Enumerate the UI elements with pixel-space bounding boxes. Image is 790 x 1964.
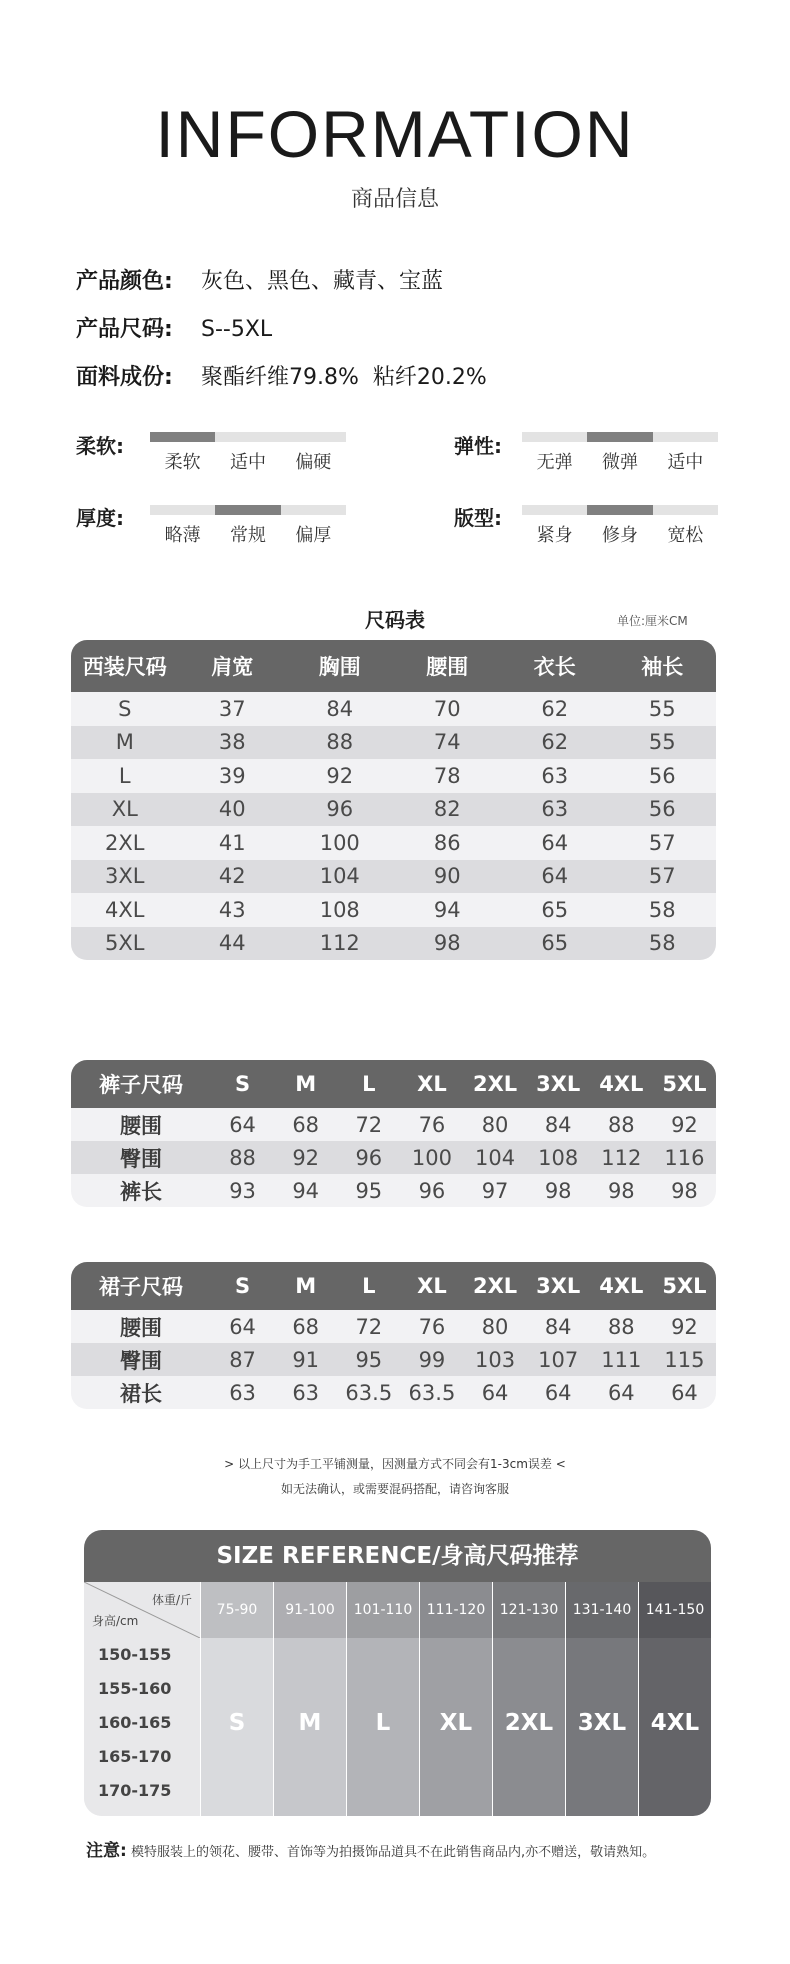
size-chart-title: 尺码表 bbox=[365, 608, 425, 632]
skirt-size-table bbox=[71, 1262, 716, 1409]
table-cell: 55 bbox=[609, 692, 717, 726]
table-row bbox=[71, 692, 716, 726]
table-cell: 57 bbox=[609, 860, 717, 894]
table-cell: 70 bbox=[394, 692, 502, 726]
row-label-cell: S bbox=[71, 692, 179, 726]
info-label: 产品尺码: bbox=[76, 317, 173, 342]
table-header: 5XL bbox=[653, 1060, 716, 1108]
table-cell: 55 bbox=[609, 726, 717, 760]
table-cell: 72 bbox=[337, 1108, 400, 1141]
table-cell: 56 bbox=[609, 759, 717, 793]
table-cell: 37 bbox=[179, 692, 287, 726]
table-cell: 95 bbox=[337, 1174, 400, 1207]
table-cell: 112 bbox=[590, 1141, 653, 1174]
table-header: S bbox=[211, 1262, 274, 1310]
elasticity-label: 弹性: bbox=[454, 434, 502, 458]
scale-option: 修身 bbox=[601, 525, 638, 546]
reference-column bbox=[200, 1582, 273, 1816]
reference-column bbox=[492, 1582, 565, 1816]
table-row bbox=[71, 759, 716, 793]
table-cell: 63.5 bbox=[400, 1376, 463, 1409]
table-cell: 42 bbox=[179, 860, 287, 894]
table-cell: 41 bbox=[179, 826, 287, 860]
info-value: 灰色、黑色、藏青、宝蓝 bbox=[201, 269, 444, 294]
table-cell: 107 bbox=[527, 1343, 590, 1376]
table-cell: 65 bbox=[501, 927, 609, 961]
page-title: INFORMATION bbox=[155, 97, 635, 171]
elasticity-scale bbox=[522, 432, 718, 474]
row-label-cell: 3XL bbox=[71, 860, 179, 894]
suit-table-body bbox=[71, 692, 716, 960]
table-cell: 56 bbox=[609, 793, 717, 827]
table-cell: 84 bbox=[286, 692, 394, 726]
table-cell: 39 bbox=[179, 759, 287, 793]
weight-axis-label: 体重/斤 bbox=[151, 1593, 192, 1607]
scale-option: 略薄 bbox=[164, 525, 201, 546]
table-cell: 92 bbox=[653, 1310, 716, 1343]
table-header: L bbox=[337, 1060, 400, 1108]
table-cell: 93 bbox=[211, 1174, 274, 1207]
table-header: M bbox=[274, 1262, 337, 1310]
table-header: XL bbox=[400, 1262, 463, 1310]
table-cell: 82 bbox=[394, 793, 502, 827]
table-cell: 65 bbox=[501, 893, 609, 927]
table-cell: 92 bbox=[274, 1141, 337, 1174]
table-cell: 112 bbox=[286, 927, 394, 961]
scale-option: 适中 bbox=[229, 452, 266, 473]
table-cell: 68 bbox=[274, 1108, 337, 1141]
scale-option: 偏硬 bbox=[295, 452, 332, 473]
softness-scale bbox=[150, 432, 346, 474]
row-label-cell: 2XL bbox=[71, 826, 179, 860]
scale-option: 偏厚 bbox=[295, 525, 332, 546]
table-cell: 63 bbox=[501, 759, 609, 793]
table-row bbox=[71, 793, 716, 827]
table-header: 腰围 bbox=[394, 640, 502, 692]
reference-column bbox=[419, 1582, 492, 1816]
table-cell: 108 bbox=[527, 1141, 590, 1174]
unit-label: 单位:厘米CM bbox=[617, 614, 688, 628]
table-header: 胸围 bbox=[286, 640, 394, 692]
table-cell: 88 bbox=[590, 1108, 653, 1141]
table-cell: 99 bbox=[400, 1343, 463, 1376]
scale-option: 适中 bbox=[667, 452, 704, 473]
pants-table-body bbox=[71, 1108, 716, 1207]
table-row bbox=[71, 1174, 716, 1207]
thickness-scale bbox=[150, 505, 346, 547]
height-range: 165-170 bbox=[98, 1747, 172, 1766]
recommended-size: 3XL bbox=[577, 1710, 627, 1736]
weight-range: 131-140 bbox=[566, 1582, 638, 1638]
reference-corner-cell bbox=[84, 1582, 200, 1638]
table-cell: 97 bbox=[464, 1174, 527, 1207]
table-cell: 94 bbox=[274, 1174, 337, 1207]
fit-scale bbox=[522, 505, 718, 547]
table-cell: 88 bbox=[590, 1310, 653, 1343]
table-row bbox=[71, 860, 716, 894]
row-label-cell: 4XL bbox=[71, 893, 179, 927]
table-row bbox=[71, 1376, 716, 1409]
table-header: 3XL bbox=[527, 1262, 590, 1310]
table-header: 裙子尺码 bbox=[71, 1262, 211, 1310]
reference-column bbox=[638, 1582, 711, 1816]
scale-indicator bbox=[587, 505, 652, 515]
table-cell: 63 bbox=[211, 1376, 274, 1409]
size-reference-title: SIZE REFERENCE/身高尺码推荐 bbox=[84, 1530, 711, 1582]
table-cell: 64 bbox=[653, 1376, 716, 1409]
weight-range: 91-100 bbox=[274, 1582, 346, 1638]
table-cell: 84 bbox=[527, 1108, 590, 1141]
table-cell: 63.5 bbox=[337, 1376, 400, 1409]
table-cell: 100 bbox=[400, 1141, 463, 1174]
table-cell: 57 bbox=[609, 826, 717, 860]
table-header: S bbox=[211, 1060, 274, 1108]
pants-size-table bbox=[71, 1060, 716, 1207]
table-cell: 98 bbox=[527, 1174, 590, 1207]
height-range: 160-165 bbox=[98, 1713, 172, 1732]
table-cell: 90 bbox=[394, 860, 502, 894]
row-label-cell: 5XL bbox=[71, 927, 179, 961]
table-cell: 58 bbox=[609, 893, 717, 927]
height-list bbox=[84, 1638, 200, 1816]
table-cell: 94 bbox=[394, 893, 502, 927]
table-header: 西装尺码 bbox=[71, 640, 179, 692]
table-cell: 63 bbox=[274, 1376, 337, 1409]
table-cell: 72 bbox=[337, 1310, 400, 1343]
skirt-table-body bbox=[71, 1310, 716, 1409]
weight-range: 111-120 bbox=[420, 1582, 492, 1638]
row-label-cell: XL bbox=[71, 793, 179, 827]
table-cell: 80 bbox=[464, 1108, 527, 1141]
table-header: M bbox=[274, 1060, 337, 1108]
row-label-cell: 腰围 bbox=[71, 1108, 211, 1141]
measurement-note: > 以上尺寸为手工平铺测量，因测量方式不同会有1-3cm误差 < bbox=[224, 1457, 566, 1471]
table-row bbox=[71, 726, 716, 760]
scale-option: 常规 bbox=[229, 525, 266, 546]
table-cell: 80 bbox=[464, 1310, 527, 1343]
table-cell: 100 bbox=[286, 826, 394, 860]
scale-option: 柔软 bbox=[164, 452, 201, 473]
table-cell: 108 bbox=[286, 893, 394, 927]
table-cell: 91 bbox=[274, 1343, 337, 1376]
weight-range: 121-130 bbox=[493, 1582, 565, 1638]
scale-indicator bbox=[215, 505, 280, 515]
info-row-size bbox=[76, 312, 272, 343]
table-cell: 64 bbox=[464, 1376, 527, 1409]
info-row-fabric bbox=[76, 360, 487, 391]
table-row bbox=[71, 1343, 716, 1376]
table-cell: 104 bbox=[464, 1141, 527, 1174]
size-reference-table bbox=[84, 1530, 711, 1816]
row-label-cell: L bbox=[71, 759, 179, 793]
table-cell: 98 bbox=[394, 927, 502, 961]
table-cell: 92 bbox=[653, 1108, 716, 1141]
table-cell: 62 bbox=[501, 726, 609, 760]
table-row bbox=[71, 826, 716, 860]
table-header: 2XL bbox=[464, 1060, 527, 1108]
recommended-size: M bbox=[298, 1710, 322, 1736]
table-cell: 96 bbox=[337, 1141, 400, 1174]
table-header: 袖长 bbox=[609, 640, 717, 692]
table-header: 5XL bbox=[653, 1262, 716, 1310]
suit-size-table bbox=[71, 640, 716, 960]
table-cell: 68 bbox=[274, 1310, 337, 1343]
table-cell: 40 bbox=[179, 793, 287, 827]
scale-option: 宽松 bbox=[667, 525, 704, 546]
row-label-cell: 裤长 bbox=[71, 1174, 211, 1207]
info-value: 聚酯纤维79.8% 粘纤20.2% bbox=[201, 365, 487, 390]
recommended-size: XL bbox=[439, 1710, 473, 1736]
table-header: 4XL bbox=[590, 1262, 653, 1310]
table-row bbox=[71, 927, 716, 961]
table-cell: 64 bbox=[590, 1376, 653, 1409]
table-cell: 87 bbox=[211, 1343, 274, 1376]
table-cell: 96 bbox=[286, 793, 394, 827]
reference-column bbox=[565, 1582, 638, 1816]
row-label-cell: 臀围 bbox=[71, 1343, 211, 1376]
weight-range: 75-90 bbox=[201, 1582, 273, 1638]
table-cell: 76 bbox=[400, 1310, 463, 1343]
info-label: 面料成份: bbox=[76, 365, 173, 390]
table-cell: 76 bbox=[400, 1108, 463, 1141]
row-label-cell: 腰围 bbox=[71, 1310, 211, 1343]
table-cell: 43 bbox=[179, 893, 287, 927]
table-cell: 64 bbox=[501, 826, 609, 860]
height-range: 170-175 bbox=[98, 1781, 172, 1800]
contact-note: 如无法确认，或需要混码搭配，请咨询客服 bbox=[280, 1482, 509, 1496]
table-cell: 78 bbox=[394, 759, 502, 793]
page-subtitle: 商品信息 bbox=[350, 187, 439, 212]
scale-option: 紧身 bbox=[536, 525, 573, 546]
table-header: 衣长 bbox=[501, 640, 609, 692]
table-cell: 115 bbox=[653, 1343, 716, 1376]
table-cell: 103 bbox=[464, 1343, 527, 1376]
table-cell: 98 bbox=[653, 1174, 716, 1207]
recommended-size: 4XL bbox=[650, 1710, 700, 1736]
table-cell: 62 bbox=[501, 692, 609, 726]
table-cell: 96 bbox=[400, 1174, 463, 1207]
recommended-size: 2XL bbox=[504, 1710, 554, 1736]
reference-column bbox=[273, 1582, 346, 1816]
table-cell: 63 bbox=[501, 793, 609, 827]
table-cell: 74 bbox=[394, 726, 502, 760]
table-cell: 88 bbox=[286, 726, 394, 760]
table-cell: 86 bbox=[394, 826, 502, 860]
height-range: 155-160 bbox=[98, 1679, 172, 1698]
table-row bbox=[71, 1141, 716, 1174]
table-cell: 84 bbox=[527, 1310, 590, 1343]
scale-indicator bbox=[587, 432, 652, 442]
table-header: 2XL bbox=[464, 1262, 527, 1310]
table-cell: 116 bbox=[653, 1141, 716, 1174]
table-cell: 98 bbox=[590, 1174, 653, 1207]
row-label-cell: M bbox=[71, 726, 179, 760]
table-header: 3XL bbox=[527, 1060, 590, 1108]
scale-indicator bbox=[150, 432, 215, 442]
table-header: XL bbox=[400, 1060, 463, 1108]
table-header: 裤子尺码 bbox=[71, 1060, 211, 1108]
height-range: 150-155 bbox=[98, 1645, 172, 1664]
table-cell: 38 bbox=[179, 726, 287, 760]
weight-range: 101-110 bbox=[347, 1582, 419, 1638]
recommended-size: L bbox=[375, 1710, 391, 1736]
softness-label: 柔软: bbox=[76, 434, 124, 458]
table-header: 4XL bbox=[590, 1060, 653, 1108]
info-row-color bbox=[76, 264, 443, 295]
height-axis-label: 身高/cm bbox=[92, 1614, 139, 1628]
table-header: L bbox=[337, 1262, 400, 1310]
table-cell: 111 bbox=[590, 1343, 653, 1376]
row-label-cell: 臀围 bbox=[71, 1141, 211, 1174]
thickness-label: 厚度: bbox=[76, 506, 124, 530]
info-value: S--5XL bbox=[201, 317, 273, 342]
table-row bbox=[71, 1310, 716, 1343]
scale-option: 微弹 bbox=[601, 452, 638, 473]
table-cell: 88 bbox=[211, 1141, 274, 1174]
fit-label: 版型: bbox=[454, 506, 502, 530]
table-cell: 104 bbox=[286, 860, 394, 894]
table-cell: 44 bbox=[179, 927, 287, 961]
table-header: 肩宽 bbox=[179, 640, 287, 692]
scale-option: 无弹 bbox=[536, 452, 573, 473]
disclaimer bbox=[86, 1836, 655, 1861]
disclaimer-text: 模特服装上的领花、腰带、首饰等为拍摄饰品道具不在此销售商品内,亦不赠送，敬请熟知。 bbox=[130, 1845, 656, 1860]
table-cell: 95 bbox=[337, 1343, 400, 1376]
reference-column bbox=[346, 1582, 419, 1816]
table-cell: 58 bbox=[609, 927, 717, 961]
disclaimer-label: 注意: bbox=[86, 1841, 127, 1861]
recommended-size: S bbox=[228, 1710, 246, 1736]
table-cell: 64 bbox=[211, 1108, 274, 1141]
table-cell: 92 bbox=[286, 759, 394, 793]
table-cell: 64 bbox=[527, 1376, 590, 1409]
info-label: 产品颜色: bbox=[76, 269, 173, 294]
table-row bbox=[71, 1108, 716, 1141]
table-cell: 64 bbox=[501, 860, 609, 894]
row-label-cell: 裙长 bbox=[71, 1376, 211, 1409]
table-row bbox=[71, 893, 716, 927]
weight-range: 141-150 bbox=[639, 1582, 711, 1638]
table-cell: 64 bbox=[211, 1310, 274, 1343]
